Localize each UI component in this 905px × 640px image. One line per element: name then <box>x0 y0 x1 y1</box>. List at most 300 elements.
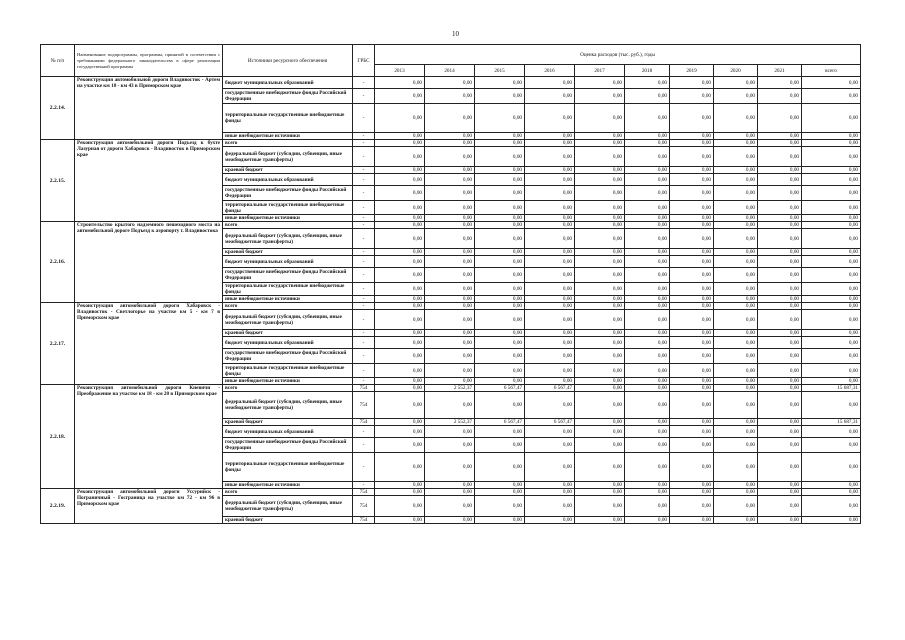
item-code: 2.2.15. <box>41 140 75 222</box>
year-value: 0,00 <box>758 517 802 524</box>
year-value: 0,00 <box>525 482 575 489</box>
year-value: 0,00 <box>575 222 625 229</box>
year-value: 0,00 <box>425 496 475 517</box>
year-value: 0,00 <box>375 496 425 517</box>
year-value: 0,00 <box>525 147 575 167</box>
total-value: 0,00 <box>802 249 861 256</box>
grbs-code: - <box>353 104 375 133</box>
year-value: 0,00 <box>625 229 670 249</box>
year-value: 0,00 <box>375 268 425 283</box>
year-value: 0,00 <box>758 186 802 201</box>
year-header: 2018 <box>625 65 670 77</box>
year-value: 0,00 <box>525 296 575 303</box>
year-value: 0,00 <box>625 364 670 378</box>
year-value: 0,00 <box>625 349 670 364</box>
funding-source: иные внебюджетные источники <box>223 296 353 303</box>
year-value: 0,00 <box>525 256 575 268</box>
year-value: 0,00 <box>714 229 758 249</box>
grbs-code: - <box>353 330 375 337</box>
year-value: 0,00 <box>425 249 475 256</box>
year-value: 0,00 <box>425 256 475 268</box>
grbs-code: - <box>353 378 375 385</box>
year-value: 0,00 <box>425 222 475 229</box>
year-value: 0,00 <box>670 419 714 426</box>
year-header: 2019 <box>670 65 714 77</box>
year-value: 0,00 <box>625 337 670 349</box>
year-value: 0,00 <box>425 167 475 174</box>
year-value: 0,00 <box>375 296 425 303</box>
year-value: 0,00 <box>758 482 802 489</box>
grbs-code: - <box>353 89 375 104</box>
year-value: 0,00 <box>670 215 714 222</box>
year-value: 0,00 <box>625 496 670 517</box>
grbs-code: - <box>353 222 375 229</box>
year-value: 0,00 <box>425 77 475 89</box>
grbs-code: 754 <box>353 496 375 517</box>
funding-source: государственные внебюджетные фонды Российской Федерации <box>223 186 353 201</box>
year-value: 0,00 <box>670 296 714 303</box>
year-value: 0,00 <box>425 147 475 167</box>
year-value: 0,00 <box>525 167 575 174</box>
year-value: 0,00 <box>475 133 525 140</box>
total-value: 0,00 <box>802 330 861 337</box>
year-value: 0,00 <box>575 330 625 337</box>
year-value: 0,00 <box>375 419 425 426</box>
year-header: 2020 <box>714 65 758 77</box>
year-value: 0,00 <box>670 167 714 174</box>
year-value: 0,00 <box>475 104 525 133</box>
year-value: 0,00 <box>525 489 575 496</box>
year-value: 0,00 <box>475 482 525 489</box>
year-value: 0,00 <box>425 133 475 140</box>
year-value: 0,00 <box>758 147 802 167</box>
year-value: 0,00 <box>525 222 575 229</box>
grbs-code: - <box>353 201 375 215</box>
year-value: 0,00 <box>575 303 625 310</box>
year-value: 0,00 <box>375 489 425 496</box>
year-value: 0,00 <box>670 482 714 489</box>
year-value: 0,00 <box>475 349 525 364</box>
year-value: 0,00 <box>575 419 625 426</box>
table-row <box>41 303 861 310</box>
year-value: 0,00 <box>525 77 575 89</box>
year-value: 0,00 <box>758 201 802 215</box>
funding-source: федеральный бюджет (субсидии, субвенции, иные межбюджетные трансферты) <box>223 392 353 419</box>
year-value: 0,00 <box>758 249 802 256</box>
year-value: 0,00 <box>375 378 425 385</box>
year-value: 0,00 <box>425 89 475 104</box>
year-value: 0,00 <box>575 296 625 303</box>
grbs-code: - <box>353 438 375 453</box>
year-value: 0,00 <box>375 201 425 215</box>
year-value: 0,00 <box>475 174 525 186</box>
year-value: 0,00 <box>625 438 670 453</box>
year-value: 0,00 <box>625 133 670 140</box>
year-value: 0,00 <box>714 426 758 438</box>
item-code: 2.2.17. <box>41 303 75 385</box>
year-value: 0,00 <box>758 453 802 482</box>
year-value: 0,00 <box>375 337 425 349</box>
item-name: Реконструкция автомобильной дороги Хабаровск - Владивосток - Светлогорье на участке км 5 - км 7 в Приморском крае <box>75 303 223 385</box>
grbs-code: 754 <box>353 419 375 426</box>
year-value: 0,00 <box>425 438 475 453</box>
total-value: 0,00 <box>802 378 861 385</box>
year-value: 0,00 <box>575 256 625 268</box>
year-value: 0,00 <box>575 385 625 392</box>
year-header: 2013 <box>375 65 425 77</box>
total-value: 0,00 <box>802 438 861 453</box>
year-value: 0,00 <box>375 174 425 186</box>
total-value: 0,00 <box>802 303 861 310</box>
year-value: 0,00 <box>714 256 758 268</box>
year-value: 0,00 <box>758 104 802 133</box>
total-value: 0,00 <box>802 517 861 524</box>
funding-source: краевой бюджет <box>223 167 353 174</box>
year-value: 0,00 <box>670 392 714 419</box>
year-value: 0,00 <box>475 438 525 453</box>
year-value: 2 552,37 <box>425 419 475 426</box>
table-row <box>41 489 861 496</box>
year-value: 0,00 <box>575 438 625 453</box>
total-value: 0,00 <box>802 482 861 489</box>
funding-source: иные внебюджетные источники <box>223 378 353 385</box>
year-value: 0,00 <box>670 438 714 453</box>
total-value: 0,00 <box>802 268 861 283</box>
year-value: 0,00 <box>375 147 425 167</box>
year-value: 0,00 <box>425 310 475 330</box>
year-value: 0,00 <box>425 330 475 337</box>
year-value: 6 567,47 <box>475 419 525 426</box>
grbs-code: - <box>353 140 375 147</box>
funding-source: федеральный бюджет (субсидии, субвенции, иные межбюджетные трансферты) <box>223 229 353 249</box>
year-value: 0,00 <box>670 283 714 296</box>
funding-source: всего <box>223 140 353 147</box>
year-header: 2017 <box>575 65 625 77</box>
year-value: 0,00 <box>375 215 425 222</box>
year-value: 0,00 <box>475 268 525 283</box>
year-value: 0,00 <box>575 174 625 186</box>
funding-source: краевой бюджет <box>223 517 353 524</box>
year-value: 0,00 <box>625 385 670 392</box>
year-value: 0,00 <box>575 392 625 419</box>
year-value: 0,00 <box>475 496 525 517</box>
year-value: 0,00 <box>525 268 575 283</box>
year-value: 0,00 <box>625 222 670 229</box>
year-value: 0,00 <box>425 337 475 349</box>
year-value: 0,00 <box>525 337 575 349</box>
year-value: 0,00 <box>575 249 625 256</box>
total-value: 0,00 <box>802 77 861 89</box>
year-value: 0,00 <box>375 438 425 453</box>
year-value: 0,00 <box>475 147 525 167</box>
year-header: 2021 <box>758 65 802 77</box>
year-value: 0,00 <box>714 482 758 489</box>
year-value: 0,00 <box>625 426 670 438</box>
year-value: 0,00 <box>670 378 714 385</box>
funding-source: территориальные государственные внебюджетные фонды <box>223 201 353 215</box>
year-value: 0,00 <box>758 489 802 496</box>
grbs-code: 754 <box>353 392 375 419</box>
table-row <box>41 385 861 392</box>
year-value: 0,00 <box>714 140 758 147</box>
year-value: 0,00 <box>714 310 758 330</box>
year-value: 0,00 <box>475 330 525 337</box>
year-value: 0,00 <box>714 378 758 385</box>
year-value: 0,00 <box>758 89 802 104</box>
year-value: 0,00 <box>575 482 625 489</box>
year-value: 0,00 <box>758 385 802 392</box>
year-value: 0,00 <box>625 303 670 310</box>
header-estimate: Оценка расходов (тыс. руб.), годы <box>375 45 861 65</box>
year-value: 0,00 <box>525 215 575 222</box>
table-row <box>41 140 861 147</box>
year-value: 0,00 <box>670 133 714 140</box>
grbs-code: - <box>353 256 375 268</box>
funding-source: бюджет муниципальных образований <box>223 174 353 186</box>
year-value: 0,00 <box>375 310 425 330</box>
year-value: 0,00 <box>670 174 714 186</box>
grbs-code: - <box>353 249 375 256</box>
year-value: 0,00 <box>475 378 525 385</box>
year-value: 0,00 <box>525 133 575 140</box>
total-value: 0,00 <box>802 89 861 104</box>
year-value: 0,00 <box>375 426 425 438</box>
year-value: 0,00 <box>758 337 802 349</box>
funding-source: государственные внебюджетные фонды Российской Федерации <box>223 268 353 283</box>
year-value: 0,00 <box>525 364 575 378</box>
grbs-code: - <box>353 303 375 310</box>
year-value: 0,00 <box>375 77 425 89</box>
year-header: всего <box>802 65 861 77</box>
total-value: 0,00 <box>802 364 861 378</box>
year-value: 0,00 <box>714 330 758 337</box>
year-value: 0,00 <box>525 310 575 330</box>
year-value: 0,00 <box>670 77 714 89</box>
year-value: 0,00 <box>714 364 758 378</box>
total-value: 0,00 <box>802 186 861 201</box>
funding-source: бюджет муниципальных образований <box>223 426 353 438</box>
total-value: 0,00 <box>802 104 861 133</box>
year-value: 0,00 <box>475 140 525 147</box>
grbs-code: - <box>353 426 375 438</box>
grbs-code: - <box>353 167 375 174</box>
year-value: 0,00 <box>670 104 714 133</box>
grbs-code: 754 <box>353 517 375 524</box>
year-value: 0,00 <box>375 256 425 268</box>
year-value: 0,00 <box>714 186 758 201</box>
year-value: 0,00 <box>575 147 625 167</box>
item-name: Реконструкция автомобильной дороги Уссурийск - Пограничный - Госграница на участке км 72 - км 96 в Приморском крае <box>75 489 223 524</box>
grbs-code: - <box>353 133 375 140</box>
funding-source: бюджет муниципальных образований <box>223 256 353 268</box>
year-value: 2 552,37 <box>425 385 475 392</box>
header-source: Источники ресурсного обеспечения <box>223 45 353 77</box>
year-value: 0,00 <box>625 378 670 385</box>
year-value: 0,00 <box>670 385 714 392</box>
grbs-code: - <box>353 186 375 201</box>
year-value: 0,00 <box>575 215 625 222</box>
year-value: 0,00 <box>525 303 575 310</box>
year-value: 0,00 <box>625 453 670 482</box>
year-value: 0,00 <box>525 330 575 337</box>
year-value: 0,00 <box>714 489 758 496</box>
funding-source: федеральный бюджет (субсидии, субвенции, иные межбюджетные трансферты) <box>223 496 353 517</box>
year-value: 0,00 <box>525 140 575 147</box>
year-value: 0,00 <box>525 89 575 104</box>
year-value: 0,00 <box>475 167 525 174</box>
item-name: Реконструкция автомобильной дороги Подъезд к бухте Лазурная от дороги Хабаровск - Владивосток в Приморском крае <box>75 140 223 222</box>
year-value: 0,00 <box>670 310 714 330</box>
year-value: 0,00 <box>525 104 575 133</box>
year-value: 0,00 <box>375 482 425 489</box>
item-code: 2.2.18. <box>41 385 75 489</box>
year-value: 0,00 <box>475 201 525 215</box>
funding-source: всего <box>223 303 353 310</box>
grbs-code: - <box>353 296 375 303</box>
year-value: 0,00 <box>714 419 758 426</box>
year-value: 0,00 <box>714 133 758 140</box>
year-value: 0,00 <box>475 215 525 222</box>
year-value: 0,00 <box>714 201 758 215</box>
year-value: 0,00 <box>525 349 575 364</box>
year-value: 0,00 <box>625 174 670 186</box>
year-value: 0,00 <box>758 222 802 229</box>
year-value: 0,00 <box>475 296 525 303</box>
year-value: 0,00 <box>758 378 802 385</box>
funding-source: государственные внебюджетные фонды Российской Федерации <box>223 438 353 453</box>
funding-source: федеральный бюджет (субсидии, субвенции, иные межбюджетные трансферты) <box>223 147 353 167</box>
year-header: 2015 <box>475 65 525 77</box>
year-value: 0,00 <box>525 283 575 296</box>
year-value: 0,00 <box>714 453 758 482</box>
year-value: 0,00 <box>625 186 670 201</box>
year-value: 0,00 <box>525 201 575 215</box>
year-value: 0,00 <box>475 337 525 349</box>
year-value: 0,00 <box>758 174 802 186</box>
year-value: 0,00 <box>625 147 670 167</box>
year-value: 0,00 <box>758 364 802 378</box>
year-value: 0,00 <box>714 147 758 167</box>
grbs-code: - <box>353 364 375 378</box>
year-value: 0,00 <box>714 167 758 174</box>
year-value: 0,00 <box>525 174 575 186</box>
funding-source: федеральный бюджет (субсидии, субвенции, иные межбюджетные трансферты) <box>223 310 353 330</box>
year-value: 0,00 <box>475 77 525 89</box>
year-value: 0,00 <box>475 489 525 496</box>
year-value: 6 567,47 <box>525 385 575 392</box>
year-value: 0,00 <box>714 174 758 186</box>
year-value: 0,00 <box>758 133 802 140</box>
year-value: 0,00 <box>375 133 425 140</box>
year-value: 0,00 <box>670 222 714 229</box>
year-value: 0,00 <box>425 215 475 222</box>
year-value: 0,00 <box>714 385 758 392</box>
year-value: 0,00 <box>714 337 758 349</box>
year-value: 0,00 <box>625 167 670 174</box>
year-value: 0,00 <box>425 140 475 147</box>
year-value: 0,00 <box>425 174 475 186</box>
year-value: 0,00 <box>425 229 475 249</box>
year-value: 0,00 <box>670 337 714 349</box>
year-value: 0,00 <box>375 167 425 174</box>
year-value: 0,00 <box>625 517 670 524</box>
year-value: 0,00 <box>425 296 475 303</box>
year-value: 0,00 <box>625 104 670 133</box>
grbs-code: - <box>353 229 375 249</box>
year-value: 0,00 <box>575 496 625 517</box>
year-value: 0,00 <box>714 268 758 283</box>
year-value: 0,00 <box>714 215 758 222</box>
year-value: 0,00 <box>625 77 670 89</box>
year-value: 0,00 <box>625 419 670 426</box>
year-value: 0,00 <box>625 268 670 283</box>
year-value: 0,00 <box>625 201 670 215</box>
year-value: 0,00 <box>525 378 575 385</box>
year-value: 0,00 <box>375 453 425 482</box>
total-value: 0,00 <box>802 337 861 349</box>
year-value: 0,00 <box>714 303 758 310</box>
year-value: 0,00 <box>475 426 525 438</box>
year-value: 0,00 <box>575 426 625 438</box>
year-value: 0,00 <box>575 133 625 140</box>
year-value: 0,00 <box>670 147 714 167</box>
year-value: 0,00 <box>758 215 802 222</box>
grbs-code: - <box>353 453 375 482</box>
year-value: 0,00 <box>625 296 670 303</box>
year-value: 0,00 <box>670 89 714 104</box>
funding-source: территориальные государственные внебюджетные фонды <box>223 283 353 296</box>
year-value: 0,00 <box>758 296 802 303</box>
year-value: 0,00 <box>425 426 475 438</box>
year-value: 6 567,47 <box>525 419 575 426</box>
year-value: 0,00 <box>525 496 575 517</box>
year-value: 0,00 <box>758 303 802 310</box>
total-value: 0,00 <box>802 215 861 222</box>
year-value: 0,00 <box>575 140 625 147</box>
year-value: 0,00 <box>475 256 525 268</box>
year-value: 0,00 <box>525 426 575 438</box>
year-value: 0,00 <box>670 426 714 438</box>
year-value: 0,00 <box>575 186 625 201</box>
year-value: 0,00 <box>625 283 670 296</box>
year-value: 0,00 <box>625 256 670 268</box>
year-value: 0,00 <box>375 330 425 337</box>
year-value: 0,00 <box>670 330 714 337</box>
header-name: Наименование подпрограммы, программы, принятой в соответствии с требованиями федерального законодательства в сфере реализации государственной программы <box>75 45 223 77</box>
year-value: 0,00 <box>714 496 758 517</box>
year-value: 0,00 <box>758 438 802 453</box>
year-value: 0,00 <box>758 330 802 337</box>
year-value: 0,00 <box>375 89 425 104</box>
funding-source: территориальные государственные внебюджетные фонды <box>223 453 353 482</box>
funding-source: иные внебюджетные источники <box>223 482 353 489</box>
table-body <box>41 77 861 524</box>
year-value: 0,00 <box>525 517 575 524</box>
year-value: 0,00 <box>625 330 670 337</box>
year-value: 0,00 <box>575 283 625 296</box>
total-value: 0,00 <box>802 283 861 296</box>
year-header: 2014 <box>425 65 475 77</box>
year-value: 0,00 <box>525 392 575 419</box>
year-value: 0,00 <box>670 229 714 249</box>
funding-source: государственные внебюджетные фонды Российской Федерации <box>223 89 353 104</box>
total-value: 0,00 <box>802 201 861 215</box>
year-header: 2016 <box>525 65 575 77</box>
year-value: 0,00 <box>375 104 425 133</box>
grbs-code: - <box>353 77 375 89</box>
year-value: 0,00 <box>375 229 425 249</box>
funding-source: территориальные государственные внебюджетные фонды <box>223 104 353 133</box>
